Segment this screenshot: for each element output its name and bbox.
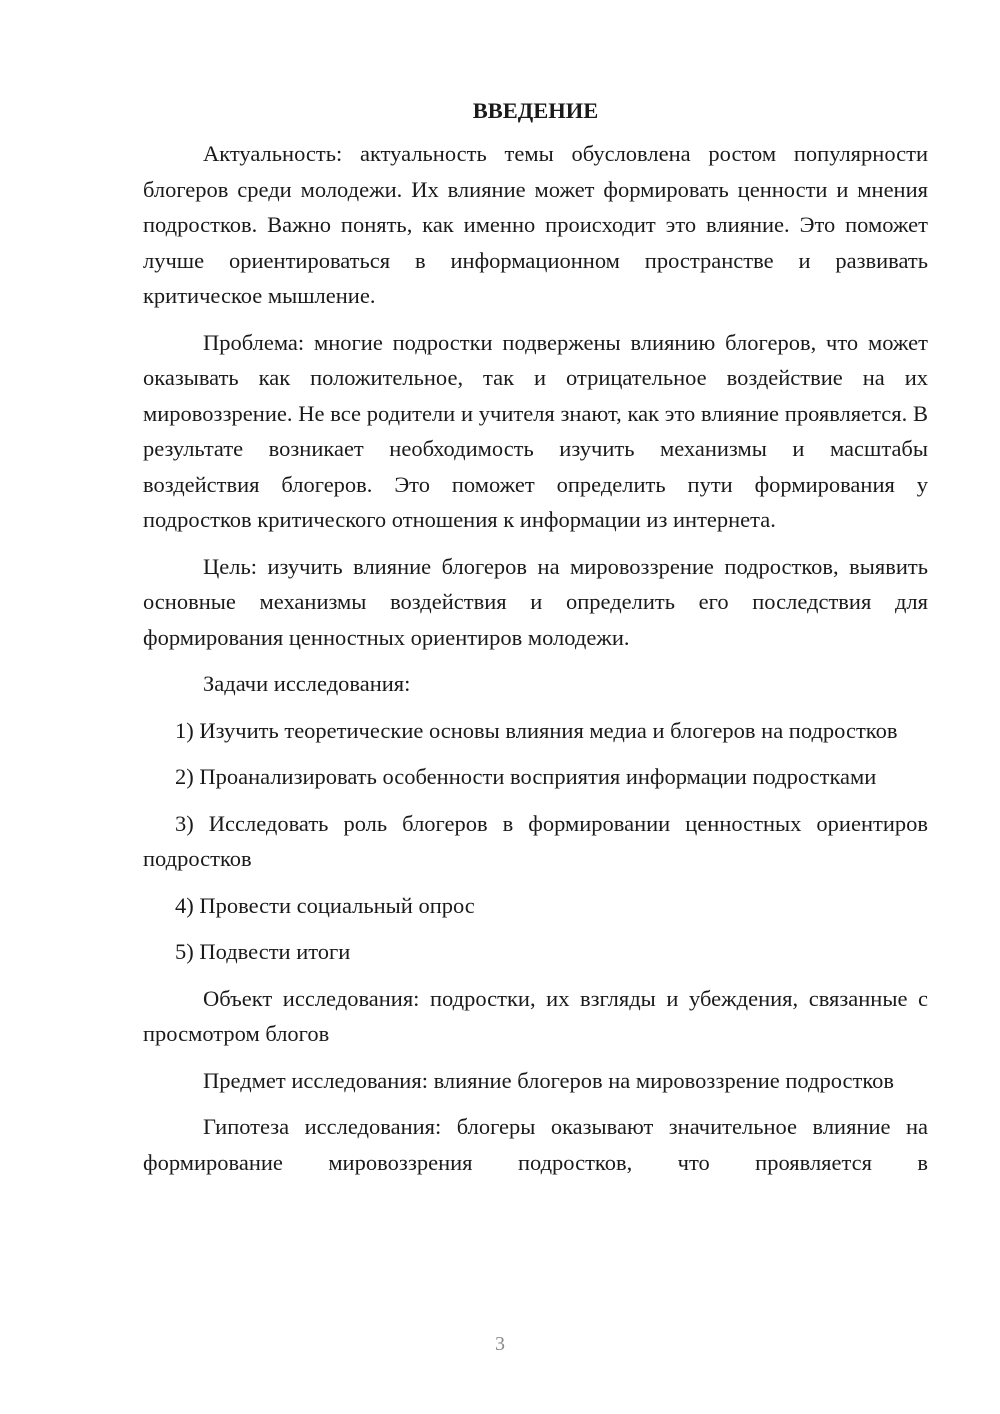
paragraph-problem: Проблема: многие подростки подвержены влиянию блогеров, что может оказывать как положительное, так и отрицательное воздействие на их мировоззрение. Не все родители и учителя знают, как это влияние проявляется. В результате возникает необходимость изучить механизмы и масштабы воздействия блогеров. Это поможет определить пути формирования у подростков критического отношения к информации из интернета.: [143, 329, 928, 532]
paragraph-object: Объект исследования: подростки, их взгляды и убеждения, связанные с просмотром блогов: [143, 985, 928, 1046]
paragraph-goal: Цель: изучить влияние блогеров на мировоззрение подростков, выявить основные механизмы воздействия и определить его последствия для формирования ценностных ориентиров молодежи.: [143, 553, 928, 650]
page-number: 3: [495, 1333, 505, 1355]
paragraph-hypothesis: Гипотеза исследования: блогеры оказывают значительное влияние на формирование мировоззрения подростков, что проявляется в: [143, 1114, 928, 1175]
task-item-5: 5) Подвести итоги: [175, 939, 351, 964]
task-item-1: 1) Изучить теоретические основы влияния медиа и блогеров на подростков: [175, 717, 898, 743]
task-item-2: 2) Проанализировать особенности восприятия информации подростками: [175, 764, 877, 789]
task-item-4: 4) Провести социальный опрос: [175, 892, 475, 918]
paragraph-subject: Предмет исследования: влияние блогеров на мировоззрение подростков: [203, 1067, 895, 1093]
paragraph-tasks-heading: Задачи исследования:: [203, 671, 411, 696]
paragraph-relevance: Актуальность: актуальность темы обусловлена ростом популярности блогеров среди молодежи. Их влияние может формировать ценности и мнения подростков. Важно понять, как именно происходит это влияние. Это поможет лучше ориентироваться в информационном пространстве и развивать критическое мышление.: [143, 141, 928, 308]
task-item-3: 3) Исследовать роль блогеров в формировании ценностных ориентиров подростков: [143, 810, 928, 871]
document-title: ВВЕДЕНИЕ: [472, 98, 599, 123]
document-page: [143, 92, 928, 1191]
